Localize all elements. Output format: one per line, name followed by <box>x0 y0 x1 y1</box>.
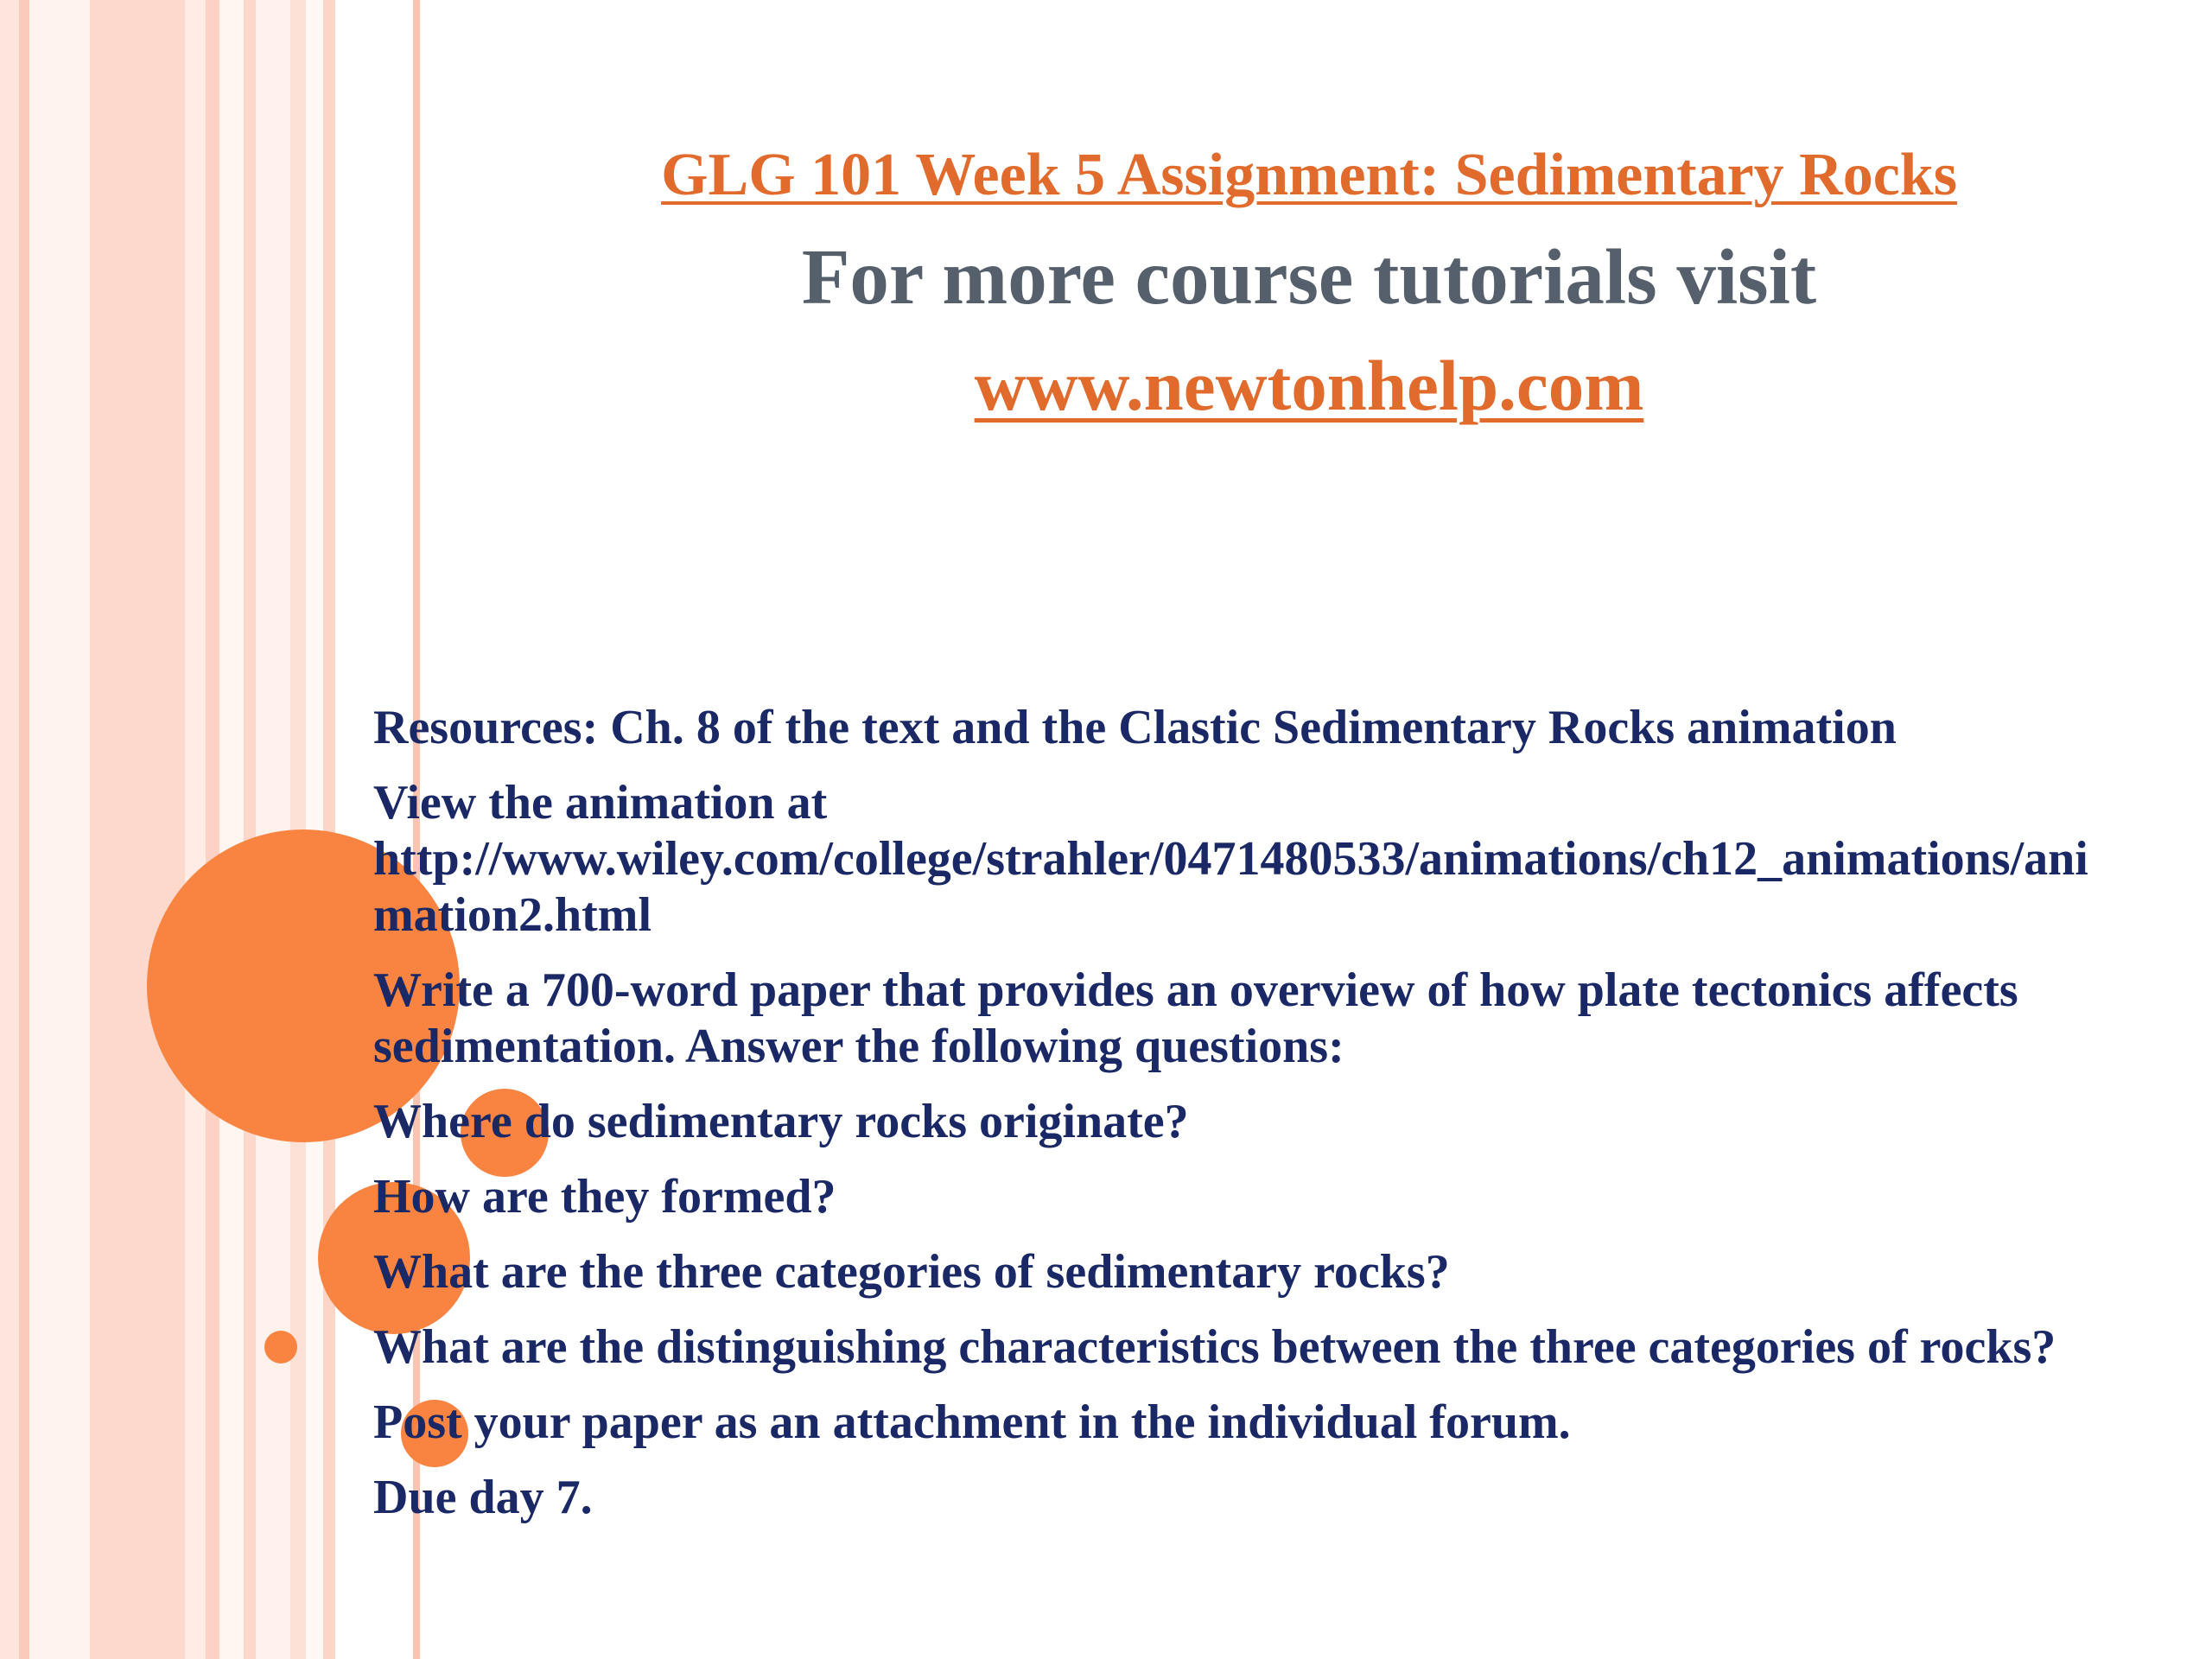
post-instruction: Post your paper as an attachment in the individual forum. <box>373 1395 1571 1449</box>
decorative-stripe <box>323 0 335 1659</box>
slide-title[interactable]: GLG 101 Week 5 Assignment: Sedimentary Rocks <box>661 142 1957 208</box>
resources-paragraph: Resources: Ch. 8 of the text and the Clastic Sedimentary Rocks animation <box>373 701 1897 754</box>
write-paper-line: Write a 700-word paper that provides an overview of how plate tectonics affects <box>373 963 2018 1017</box>
decorative-stripe <box>185 0 206 1659</box>
decorative-stripe <box>29 0 90 1659</box>
question-formed: How are they formed? <box>373 1170 836 1224</box>
question-categories: What are the three categories of sedimentary rocks? <box>373 1245 1450 1299</box>
animation-link[interactable]: http://www.wiley.com/college/strahler/0471480533/animations/ch12_animations/ani <box>373 832 2088 886</box>
due-date: Due day 7. <box>373 1471 593 1524</box>
decorative-stripe <box>0 0 19 1659</box>
decorative-stripe <box>256 0 290 1659</box>
decorative-stripe <box>244 0 256 1659</box>
write-paper-paragraph <box>373 963 2212 1075</box>
write-paper-line: sedimentation. Answer the following questions: <box>373 1020 1344 1073</box>
slide-subtitle: For more course tutorials visit <box>801 233 1817 321</box>
view-animation-intro: View the animation at <box>373 776 828 830</box>
decorative-bullet-dot <box>264 1331 297 1363</box>
view-animation-paragraph <box>373 775 2212 944</box>
decorative-stripe <box>219 0 244 1659</box>
question-characteristics: What are the distinguishing characteristics between the three categories of rocks? <box>373 1320 2056 1374</box>
website-link[interactable]: www.newtonhelp.com <box>974 346 1644 425</box>
question-originate: Where do sedimentary rocks originate? <box>373 1095 1189 1148</box>
decorative-stripe <box>19 0 29 1659</box>
decorative-stripe <box>206 0 219 1659</box>
decorative-stripe <box>90 0 185 1659</box>
assignment-body <box>373 700 2212 1545</box>
animation-link-continued[interactable]: mation2.html <box>373 888 652 942</box>
